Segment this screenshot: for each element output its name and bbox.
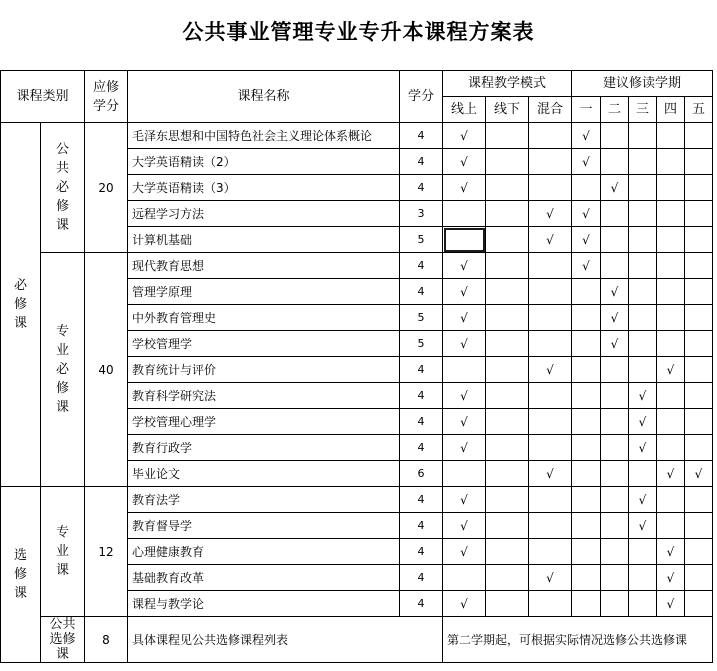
term-5-cell[interactable] bbox=[685, 539, 713, 565]
course-credit: 4 bbox=[400, 279, 443, 305]
term-2-cell[interactable] bbox=[601, 201, 629, 227]
mode-offline-cell[interactable] bbox=[486, 279, 529, 305]
checkmark: √ bbox=[610, 180, 619, 195]
term-3-cell[interactable] bbox=[629, 175, 657, 201]
header-suggested-term: 建议修读学期 bbox=[572, 71, 713, 97]
mode-online-cell[interactable] bbox=[443, 591, 486, 617]
checkmark: √ bbox=[460, 596, 468, 611]
header-required-credits: 应修学分 bbox=[85, 71, 128, 123]
checkmark: √ bbox=[460, 284, 468, 299]
mode-hybrid-cell[interactable] bbox=[529, 253, 572, 279]
term-1-cell[interactable] bbox=[572, 461, 601, 487]
term-2-cell[interactable] bbox=[601, 409, 629, 435]
term-1-cell[interactable] bbox=[572, 357, 601, 383]
course-name: 大学英语精读（2） bbox=[128, 149, 400, 175]
checkmark: √ bbox=[638, 414, 647, 429]
term-1-cell[interactable] bbox=[572, 201, 601, 227]
checkmark: √ bbox=[460, 310, 468, 325]
term-2-cell[interactable] bbox=[601, 123, 629, 149]
term-2-cell[interactable] bbox=[601, 149, 629, 175]
term-4-cell[interactable] bbox=[657, 383, 685, 409]
course-name: 毛泽东思想和中国特色社会主义理论体系概论 bbox=[128, 123, 400, 149]
table-row bbox=[1, 487, 713, 513]
course-credit: 4 bbox=[400, 409, 443, 435]
checkmark: √ bbox=[460, 492, 468, 507]
term-3-cell[interactable] bbox=[629, 461, 657, 487]
course-name: 学校管理学 bbox=[128, 331, 400, 357]
checkmark: √ bbox=[666, 544, 675, 559]
term-2-cell[interactable] bbox=[601, 253, 629, 279]
mode-offline-cell[interactable] bbox=[486, 149, 529, 175]
checkmark: √ bbox=[460, 440, 468, 455]
term-1-cell[interactable] bbox=[572, 175, 601, 201]
mode-offline-cell[interactable] bbox=[486, 227, 529, 253]
term-3-cell[interactable] bbox=[629, 253, 657, 279]
checkmark: √ bbox=[460, 414, 468, 429]
table-row bbox=[1, 123, 713, 149]
checkmark: √ bbox=[694, 466, 703, 481]
course-credit: 4 bbox=[400, 175, 443, 201]
term-3-cell[interactable] bbox=[629, 149, 657, 175]
term-3-cell[interactable] bbox=[629, 279, 657, 305]
term-1-cell[interactable] bbox=[572, 513, 601, 539]
course-name: 教育行政学 bbox=[128, 435, 400, 461]
mode-online-cell[interactable] bbox=[443, 539, 486, 565]
term-4-cell[interactable] bbox=[657, 435, 685, 461]
checkmark: √ bbox=[638, 388, 647, 403]
course-name: 大学英语精读（3） bbox=[128, 175, 400, 201]
mode-online-cell[interactable] bbox=[443, 383, 486, 409]
term-5-cell[interactable] bbox=[685, 565, 713, 591]
checkmark: √ bbox=[582, 258, 590, 273]
mode-offline-cell[interactable] bbox=[486, 435, 529, 461]
header-term-2: 二 bbox=[601, 97, 629, 123]
term-3-cell[interactable] bbox=[629, 201, 657, 227]
header-term-4: 四 bbox=[657, 97, 685, 123]
subgroup-public-elective: 公共选修课 bbox=[41, 617, 85, 663]
subgroup-credits: 20 bbox=[85, 123, 128, 253]
course-credit: 4 bbox=[400, 487, 443, 513]
course-credit: 4 bbox=[400, 591, 443, 617]
term-5-cell[interactable] bbox=[685, 149, 713, 175]
checkmark: √ bbox=[666, 596, 675, 611]
mode-online-cell[interactable] bbox=[443, 409, 486, 435]
term-2-cell[interactable] bbox=[601, 357, 629, 383]
term-5-cell[interactable] bbox=[685, 123, 713, 149]
term-3-cell[interactable] bbox=[629, 539, 657, 565]
mode-offline-cell[interactable] bbox=[486, 409, 529, 435]
checkmark: √ bbox=[460, 336, 468, 351]
course-credit: 4 bbox=[400, 435, 443, 461]
course-credit: 4 bbox=[400, 357, 443, 383]
term-1-cell[interactable] bbox=[572, 149, 601, 175]
term-2-cell[interactable] bbox=[601, 565, 629, 591]
checkmark: √ bbox=[460, 154, 468, 169]
term-5-cell[interactable] bbox=[685, 591, 713, 617]
term-3-cell[interactable] bbox=[629, 591, 657, 617]
term-4-cell[interactable] bbox=[657, 253, 685, 279]
term-3-cell[interactable] bbox=[629, 409, 657, 435]
course-name: 现代教育思想 bbox=[128, 253, 400, 279]
course-name: 基础教育改革 bbox=[128, 565, 400, 591]
term-3-cell[interactable] bbox=[629, 331, 657, 357]
course-credit: 5 bbox=[400, 227, 443, 253]
mode-online-cell[interactable] bbox=[443, 513, 486, 539]
header-teaching-mode: 课程教学模式 bbox=[443, 71, 572, 97]
term-5-cell[interactable] bbox=[685, 409, 713, 435]
term-3-cell[interactable] bbox=[629, 565, 657, 591]
term-4-cell[interactable] bbox=[657, 227, 685, 253]
term-2-cell[interactable] bbox=[601, 513, 629, 539]
term-5-cell[interactable] bbox=[685, 279, 713, 305]
mode-offline-cell[interactable] bbox=[486, 513, 529, 539]
mode-offline-cell[interactable] bbox=[486, 123, 529, 149]
term-2-cell[interactable] bbox=[601, 591, 629, 617]
checkmark: √ bbox=[666, 466, 675, 481]
checkmark: √ bbox=[460, 388, 468, 403]
mode-hybrid-cell[interactable] bbox=[529, 487, 572, 513]
term-5-cell[interactable] bbox=[685, 175, 713, 201]
term-4-cell[interactable] bbox=[657, 331, 685, 357]
term-4-cell[interactable] bbox=[657, 123, 685, 149]
mode-offline-cell[interactable] bbox=[486, 461, 529, 487]
term-1-cell[interactable] bbox=[572, 539, 601, 565]
checkmark: √ bbox=[546, 206, 554, 221]
term-2-cell[interactable] bbox=[601, 227, 629, 253]
term-4-cell[interactable] bbox=[657, 175, 685, 201]
mode-offline-cell[interactable] bbox=[486, 253, 529, 279]
table-row bbox=[1, 617, 713, 663]
mode-online-cell[interactable] bbox=[443, 357, 486, 383]
checkmark: √ bbox=[582, 128, 590, 143]
mode-hybrid-cell[interactable] bbox=[529, 357, 572, 383]
mode-hybrid-cell[interactable] bbox=[529, 591, 572, 617]
course-credit: 4 bbox=[400, 383, 443, 409]
term-2-cell[interactable] bbox=[601, 175, 629, 201]
term-4-cell[interactable] bbox=[657, 149, 685, 175]
term-2-cell[interactable] bbox=[601, 305, 629, 331]
mode-hybrid-cell[interactable] bbox=[529, 539, 572, 565]
checkmark: √ bbox=[582, 232, 590, 247]
header-credit: 学分 bbox=[400, 71, 443, 123]
course-credit: 4 bbox=[400, 513, 443, 539]
course-name: 学校管理心理学 bbox=[128, 409, 400, 435]
mode-online-cell[interactable] bbox=[443, 331, 486, 357]
checkmark: √ bbox=[638, 492, 647, 507]
term-3-cell[interactable] bbox=[629, 227, 657, 253]
mode-hybrid-cell[interactable] bbox=[529, 305, 572, 331]
term-3-cell[interactable] bbox=[629, 383, 657, 409]
term-2-cell[interactable] bbox=[601, 383, 629, 409]
mode-hybrid-cell[interactable] bbox=[529, 331, 572, 357]
mode-online-cell[interactable] bbox=[443, 487, 486, 513]
checkmark: √ bbox=[638, 518, 647, 533]
term-3-cell[interactable] bbox=[629, 123, 657, 149]
course-name: 远程学习方法 bbox=[128, 201, 400, 227]
mode-offline-cell[interactable] bbox=[486, 175, 529, 201]
course-name: 中外教育管理史 bbox=[128, 305, 400, 331]
term-1-cell[interactable] bbox=[572, 227, 601, 253]
course-credit: 3 bbox=[400, 201, 443, 227]
table-row bbox=[1, 253, 713, 279]
category-elective: 选修课 bbox=[1, 487, 41, 663]
mode-online-cell[interactable] bbox=[443, 305, 486, 331]
term-1-cell[interactable] bbox=[572, 123, 601, 149]
term-5-cell[interactable] bbox=[685, 253, 713, 279]
term-5-cell[interactable] bbox=[685, 201, 713, 227]
header-term-5: 五 bbox=[685, 97, 713, 123]
term-5-cell[interactable] bbox=[685, 227, 713, 253]
term-5-cell[interactable] bbox=[685, 331, 713, 357]
term-1-cell[interactable] bbox=[572, 253, 601, 279]
mode-online-cell[interactable] bbox=[443, 565, 486, 591]
course-credit: 5 bbox=[400, 331, 443, 357]
term-5-cell[interactable] bbox=[685, 357, 713, 383]
header-term-3: 三 bbox=[629, 97, 657, 123]
term-5-cell[interactable] bbox=[685, 487, 713, 513]
mode-hybrid-cell[interactable] bbox=[529, 201, 572, 227]
term-4-cell[interactable] bbox=[657, 591, 685, 617]
mode-offline-cell[interactable] bbox=[486, 565, 529, 591]
mode-offline-cell[interactable] bbox=[486, 305, 529, 331]
header-category: 课程类别 bbox=[1, 71, 85, 123]
mode-hybrid-cell[interactable] bbox=[529, 435, 572, 461]
course-credit: 4 bbox=[400, 539, 443, 565]
checkmark: √ bbox=[546, 570, 554, 585]
page-title: 公共事业管理专业专升本课程方案表 bbox=[182, 20, 535, 44]
term-1-cell[interactable] bbox=[572, 591, 601, 617]
course-credit: 4 bbox=[400, 149, 443, 175]
checkmark: √ bbox=[460, 518, 468, 533]
term-4-cell[interactable] bbox=[657, 539, 685, 565]
mode-online-cell[interactable] bbox=[443, 201, 486, 227]
mode-hybrid-cell[interactable] bbox=[529, 149, 572, 175]
course-name: 管理学原理 bbox=[128, 279, 400, 305]
term-4-cell[interactable] bbox=[657, 513, 685, 539]
mode-hybrid-cell[interactable] bbox=[529, 227, 572, 253]
term-2-cell[interactable] bbox=[601, 279, 629, 305]
course-credit: 4 bbox=[400, 565, 443, 591]
mode-hybrid-cell[interactable] bbox=[529, 409, 572, 435]
checkmark: √ bbox=[460, 180, 468, 195]
course-name: 计算机基础 bbox=[128, 227, 400, 253]
header-course-name: 课程名称 bbox=[128, 71, 400, 123]
subgroup-credits: 8 bbox=[85, 617, 128, 663]
term-1-cell[interactable] bbox=[572, 565, 601, 591]
mode-hybrid-cell[interactable] bbox=[529, 123, 572, 149]
mode-hybrid-cell[interactable] bbox=[529, 279, 572, 305]
mode-hybrid-cell[interactable] bbox=[529, 383, 572, 409]
mode-offline-cell[interactable] bbox=[486, 591, 529, 617]
course-credit: 4 bbox=[400, 253, 443, 279]
checkmark: √ bbox=[610, 336, 619, 351]
term-4-cell[interactable] bbox=[657, 305, 685, 331]
term-4-cell[interactable] bbox=[657, 357, 685, 383]
term-5-cell[interactable] bbox=[685, 383, 713, 409]
term-4-cell[interactable] bbox=[657, 565, 685, 591]
course-plan-table bbox=[0, 70, 713, 663]
term-1-cell[interactable] bbox=[572, 487, 601, 513]
mode-online-cell[interactable] bbox=[443, 279, 486, 305]
header-term-1: 一 bbox=[572, 97, 601, 123]
category-required: 必修课 bbox=[1, 123, 41, 487]
checkmark: √ bbox=[546, 466, 554, 481]
mode-online-cell[interactable] bbox=[443, 461, 486, 487]
mode-online-cell[interactable] bbox=[443, 227, 486, 253]
mode-online-cell[interactable] bbox=[443, 253, 486, 279]
mode-hybrid-cell[interactable] bbox=[529, 565, 572, 591]
subgroup-major-required: 专业必修课 bbox=[41, 253, 85, 487]
course-name: 毕业论文 bbox=[128, 461, 400, 487]
course-name: 具体课程见公共选修课程列表 bbox=[128, 617, 443, 663]
term-4-cell[interactable] bbox=[657, 279, 685, 305]
term-2-cell[interactable] bbox=[601, 331, 629, 357]
header-mode-offline: 线下 bbox=[486, 97, 529, 123]
checkmark: √ bbox=[546, 362, 554, 377]
term-1-cell[interactable] bbox=[572, 383, 601, 409]
mode-offline-cell[interactable] bbox=[486, 331, 529, 357]
mode-hybrid-cell[interactable] bbox=[529, 461, 572, 487]
term-1-cell[interactable] bbox=[572, 409, 601, 435]
mode-online-cell[interactable] bbox=[443, 435, 486, 461]
course-name: 教育科学研究法 bbox=[128, 383, 400, 409]
term-4-cell[interactable] bbox=[657, 461, 685, 487]
subgroup-credits: 40 bbox=[85, 253, 128, 487]
header-mode-online: 线上 bbox=[443, 97, 486, 123]
term-1-cell[interactable] bbox=[572, 305, 601, 331]
subgroup-major-elective: 专业课 bbox=[41, 487, 85, 617]
term-5-cell[interactable] bbox=[685, 305, 713, 331]
course-name: 课程与教学论 bbox=[128, 591, 400, 617]
mode-offline-cell[interactable] bbox=[486, 539, 529, 565]
mode-online-cell[interactable] bbox=[443, 175, 486, 201]
term-2-cell[interactable] bbox=[601, 539, 629, 565]
mode-offline-cell[interactable] bbox=[486, 201, 529, 227]
term-5-cell[interactable] bbox=[685, 513, 713, 539]
term-3-cell[interactable] bbox=[629, 487, 657, 513]
term-1-cell[interactable] bbox=[572, 435, 601, 461]
checkmark: √ bbox=[610, 310, 619, 325]
checkmark: √ bbox=[610, 284, 619, 299]
course-name: 教育法学 bbox=[128, 487, 400, 513]
term-1-cell[interactable] bbox=[572, 331, 601, 357]
checkmark: √ bbox=[666, 362, 675, 377]
mode-offline-cell[interactable] bbox=[486, 487, 529, 513]
checkmark: √ bbox=[460, 544, 468, 559]
checkmark: √ bbox=[460, 258, 468, 273]
term-3-cell[interactable] bbox=[629, 305, 657, 331]
term-3-cell[interactable] bbox=[629, 357, 657, 383]
term-2-cell[interactable] bbox=[601, 487, 629, 513]
checkmark: √ bbox=[582, 206, 590, 221]
mode-hybrid-cell[interactable] bbox=[529, 513, 572, 539]
course-credit: 6 bbox=[400, 461, 443, 487]
header-mode-hybrid: 混合 bbox=[529, 97, 572, 123]
subgroup-credits: 12 bbox=[85, 487, 128, 617]
course-name: 教育统计与评价 bbox=[128, 357, 400, 383]
course-credit: 4 bbox=[400, 123, 443, 149]
course-name: 心理健康教育 bbox=[128, 539, 400, 565]
checkmark: √ bbox=[638, 440, 647, 455]
checkmark: √ bbox=[582, 154, 590, 169]
term-4-cell[interactable] bbox=[657, 409, 685, 435]
term-4-cell[interactable] bbox=[657, 201, 685, 227]
term-2-cell[interactable] bbox=[601, 435, 629, 461]
mode-offline-cell[interactable] bbox=[486, 357, 529, 383]
mode-hybrid-cell[interactable] bbox=[529, 175, 572, 201]
mode-offline-cell[interactable] bbox=[486, 383, 529, 409]
course-credit: 5 bbox=[400, 305, 443, 331]
mode-online-cell[interactable] bbox=[443, 149, 486, 175]
term-2-cell[interactable] bbox=[601, 461, 629, 487]
term-5-cell[interactable] bbox=[685, 461, 713, 487]
term-1-cell[interactable] bbox=[572, 279, 601, 305]
term-4-cell[interactable] bbox=[657, 487, 685, 513]
course-name: 教育督导学 bbox=[128, 513, 400, 539]
public-elective-note: 第二学期起，可根据实际情况选修公共选修课 bbox=[443, 617, 713, 663]
term-3-cell[interactable] bbox=[629, 513, 657, 539]
checkmark: √ bbox=[666, 570, 675, 585]
checkmark: √ bbox=[460, 128, 468, 143]
term-5-cell[interactable] bbox=[685, 435, 713, 461]
subgroup-public-required: 公共必修课 bbox=[41, 123, 85, 253]
checkmark: √ bbox=[546, 232, 554, 247]
mode-online-cell[interactable] bbox=[443, 123, 486, 149]
term-3-cell[interactable] bbox=[629, 435, 657, 461]
